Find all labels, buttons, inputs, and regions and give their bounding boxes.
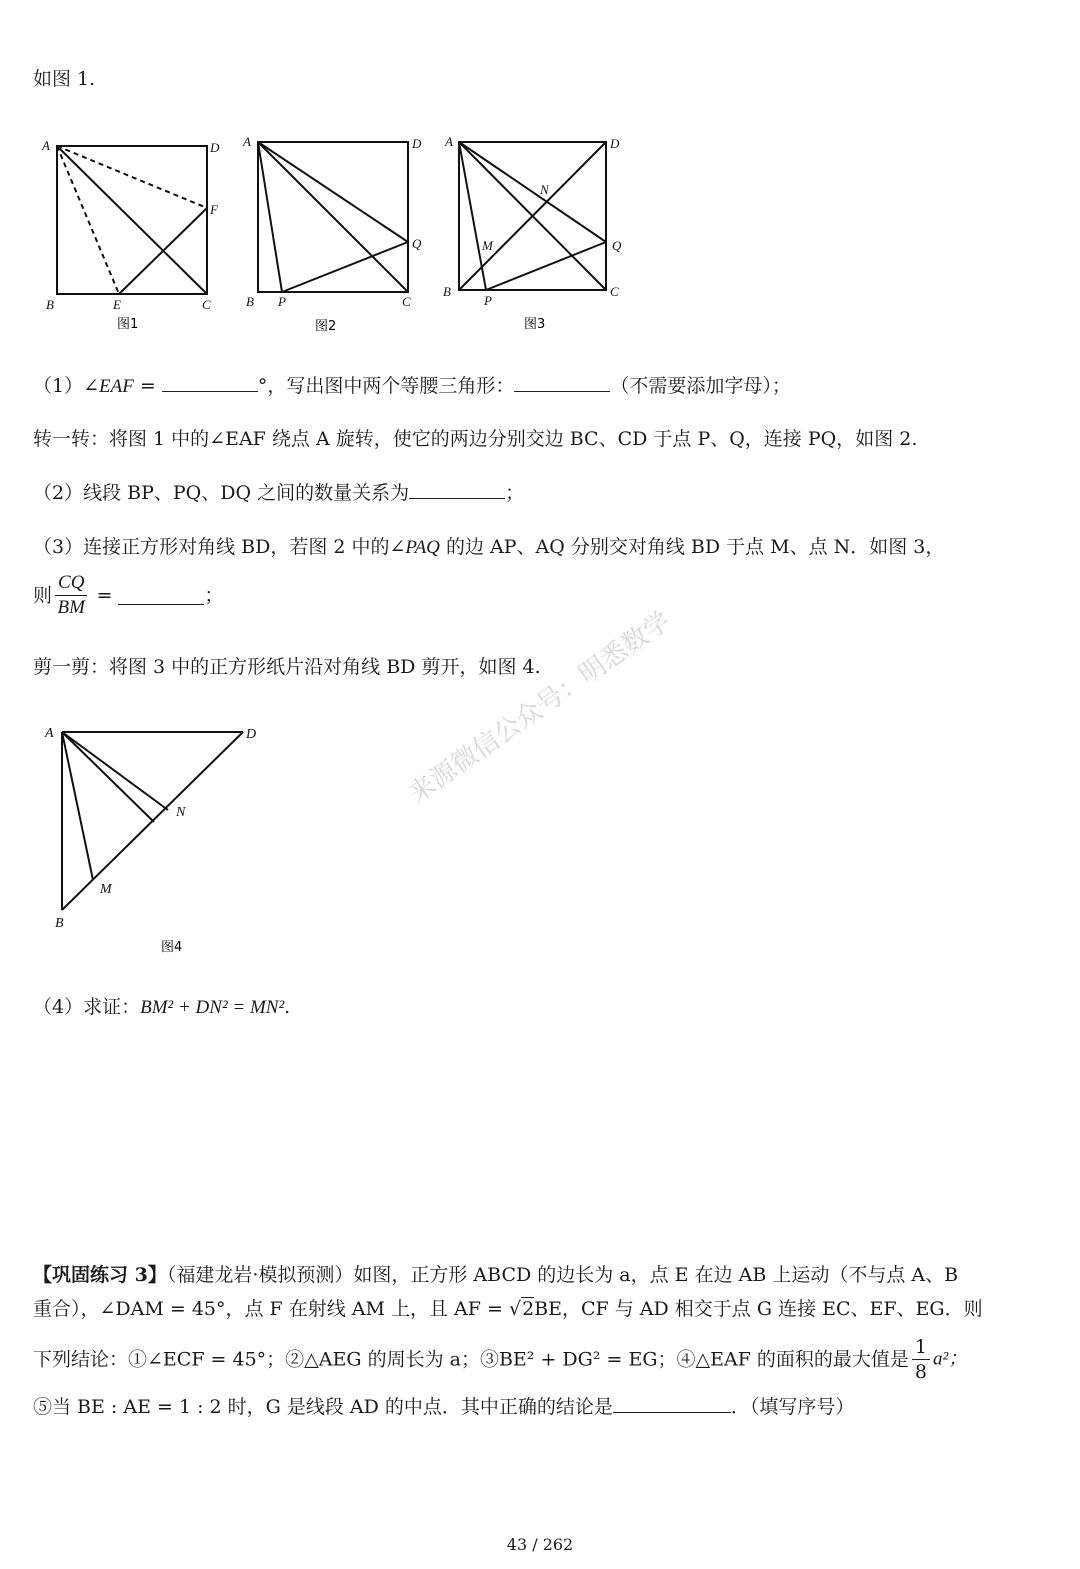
fig3-label-a: A <box>445 134 453 149</box>
fig2-caption: 图2 <box>315 319 337 334</box>
fig2-label-a: A <box>243 134 251 149</box>
ex3-line4a: ⑤当 BE : AE = 1 : 2 时，G 是线段 AD 的中点．其中正确的结论是 <box>33 1396 613 1418</box>
q1-suffix: （不需要添加字母）； <box>610 375 791 397</box>
fig2-label-d: D <box>412 136 422 151</box>
figure-1 <box>57 146 207 294</box>
cut-text: 剪一剪：将图 3 中的正方形纸片沿对角线 BD 剪开，如图 4. <box>33 656 541 678</box>
q3-angle: ∠PAQ <box>389 537 440 558</box>
figures-1-3 <box>30 128 690 338</box>
question-2 <box>33 480 524 506</box>
ex3-line2b: BE，CF 与 AD 相交于点 G 连接 EC、EF、EG．则 <box>534 1298 983 1320</box>
fig4-caption: 图4 <box>161 940 183 955</box>
q1-blank-2[interactable] <box>514 373 610 392</box>
ex3-line1-text: （福建龙岩·模拟预测）如图，正方形 ABCD 的边长为 a，点 E 在边 AB 上运动（不与点 A、B <box>166 1264 959 1286</box>
q1-prefix: （1） <box>33 375 84 397</box>
page-number: 43 / 262 <box>506 1535 574 1554</box>
ex3-fraction-num: 1 <box>912 1335 930 1360</box>
ex3-line-1 <box>33 1262 958 1288</box>
ex3-line4b: ．（填写序号） <box>730 1396 855 1418</box>
q1-angle: ∠EAF <box>83 376 134 397</box>
ex3-sqrt-value: 2 <box>522 1298 535 1320</box>
ex3-line3a: 下列结论：①∠ECF = 45°；②△AEG 的周长为 a；③BE² + DG² = EG；④△EAF 的面积的最大值是 <box>33 1348 909 1371</box>
fig3-label-p: P <box>484 293 492 308</box>
figure-3 <box>459 142 606 290</box>
turn-text: 转一转：将图 1 中的∠EAF 绕点 A 旋转，使它的两边分别交边 BC、CD 于点 P、Q，连接 PQ，如图 2. <box>33 428 918 450</box>
ex3-sqrt-symbol: √ <box>508 1298 522 1320</box>
q2-suffix: ； <box>505 482 525 504</box>
fig3-label-b: B <box>443 284 451 299</box>
fig2-label-c: C <box>402 294 411 309</box>
q3-text1: （3）连接正方形对角线 BD，若图 2 中的 <box>33 536 390 558</box>
fig4-label-n: N <box>176 805 186 820</box>
q1-eq: = <box>133 375 162 397</box>
fig2-label-q: Q <box>412 236 422 251</box>
ex3-blank[interactable] <box>613 1394 731 1413</box>
intro-text: 如图 1. <box>33 68 96 90</box>
figure-4 <box>30 715 310 965</box>
fig4-label-b: B <box>55 916 64 931</box>
ex3-tag: 【巩固练习 3】 <box>33 1264 167 1286</box>
ex3-line-2 <box>33 1296 983 1322</box>
fig1-caption: 图1 <box>117 317 139 332</box>
q3-fraction-num: CQ <box>55 571 87 596</box>
fig2-label-b: B <box>246 294 254 309</box>
q3-eq: = <box>90 584 119 607</box>
q3-then: 则 <box>33 584 53 607</box>
q3-text2: 的边 AP、AQ 分别交对角线 BD 于点 M、点 N．如图 3， <box>439 536 945 558</box>
fig4-label-a: A <box>45 726 54 741</box>
q1-blank-1[interactable] <box>162 373 258 392</box>
question-3-line-2 <box>33 571 223 620</box>
ex3-fraction-den: 8 <box>914 1361 928 1383</box>
q4-prefix: （4）求证： <box>33 996 141 1018</box>
fig1-label-d: D <box>210 140 220 155</box>
fig3-label-m: M <box>482 238 493 253</box>
fig1-label-c: C <box>202 297 211 312</box>
figure-2 <box>258 142 408 292</box>
fig3-label-q: Q <box>612 238 622 253</box>
fig2-label-p: P <box>278 294 286 309</box>
watermark: 来源微信公众号：明悉数学 <box>403 605 677 810</box>
ex3-line-3 <box>33 1335 967 1384</box>
q3-fraction-den: BM <box>57 597 85 618</box>
fig1-label-a: A <box>42 138 50 153</box>
q4-suffix: . <box>284 996 291 1018</box>
fig4-label-d: D <box>246 727 257 742</box>
ex3-line-4 <box>33 1394 854 1420</box>
q3-fraction <box>55 571 87 620</box>
fig3-label-d: D <box>610 136 620 151</box>
fig4-label-m: M <box>100 882 112 897</box>
ex3-line3b: a²； <box>933 1348 968 1370</box>
question-1 <box>33 373 791 400</box>
question-3-line-1 <box>33 534 944 561</box>
q2-text: （2）线段 BP、PQ、DQ 之间的数量关系为 <box>33 482 410 504</box>
fig3-caption: 图3 <box>524 317 546 332</box>
q2-blank[interactable] <box>409 480 505 499</box>
fig3-label-c: C <box>610 284 619 299</box>
q3-blank[interactable] <box>118 586 204 605</box>
ex3-line2a: 重合），∠DAM = 45°，点 F 在射线 AM 上，且 AF = <box>33 1298 509 1320</box>
q1-mid: °，写出图中两个等腰三角形： <box>257 375 515 397</box>
question-4 <box>33 994 290 1021</box>
ex3-fraction <box>912 1335 930 1384</box>
fig1-label-f: F <box>210 202 218 217</box>
q3-suffix: ； <box>204 584 224 607</box>
fig1-label-b: B <box>46 297 54 312</box>
fig1-label-e: E <box>113 297 121 312</box>
q4-formula: BM² + DN² = MN² <box>140 997 285 1018</box>
fig3-label-n: N <box>540 182 549 197</box>
